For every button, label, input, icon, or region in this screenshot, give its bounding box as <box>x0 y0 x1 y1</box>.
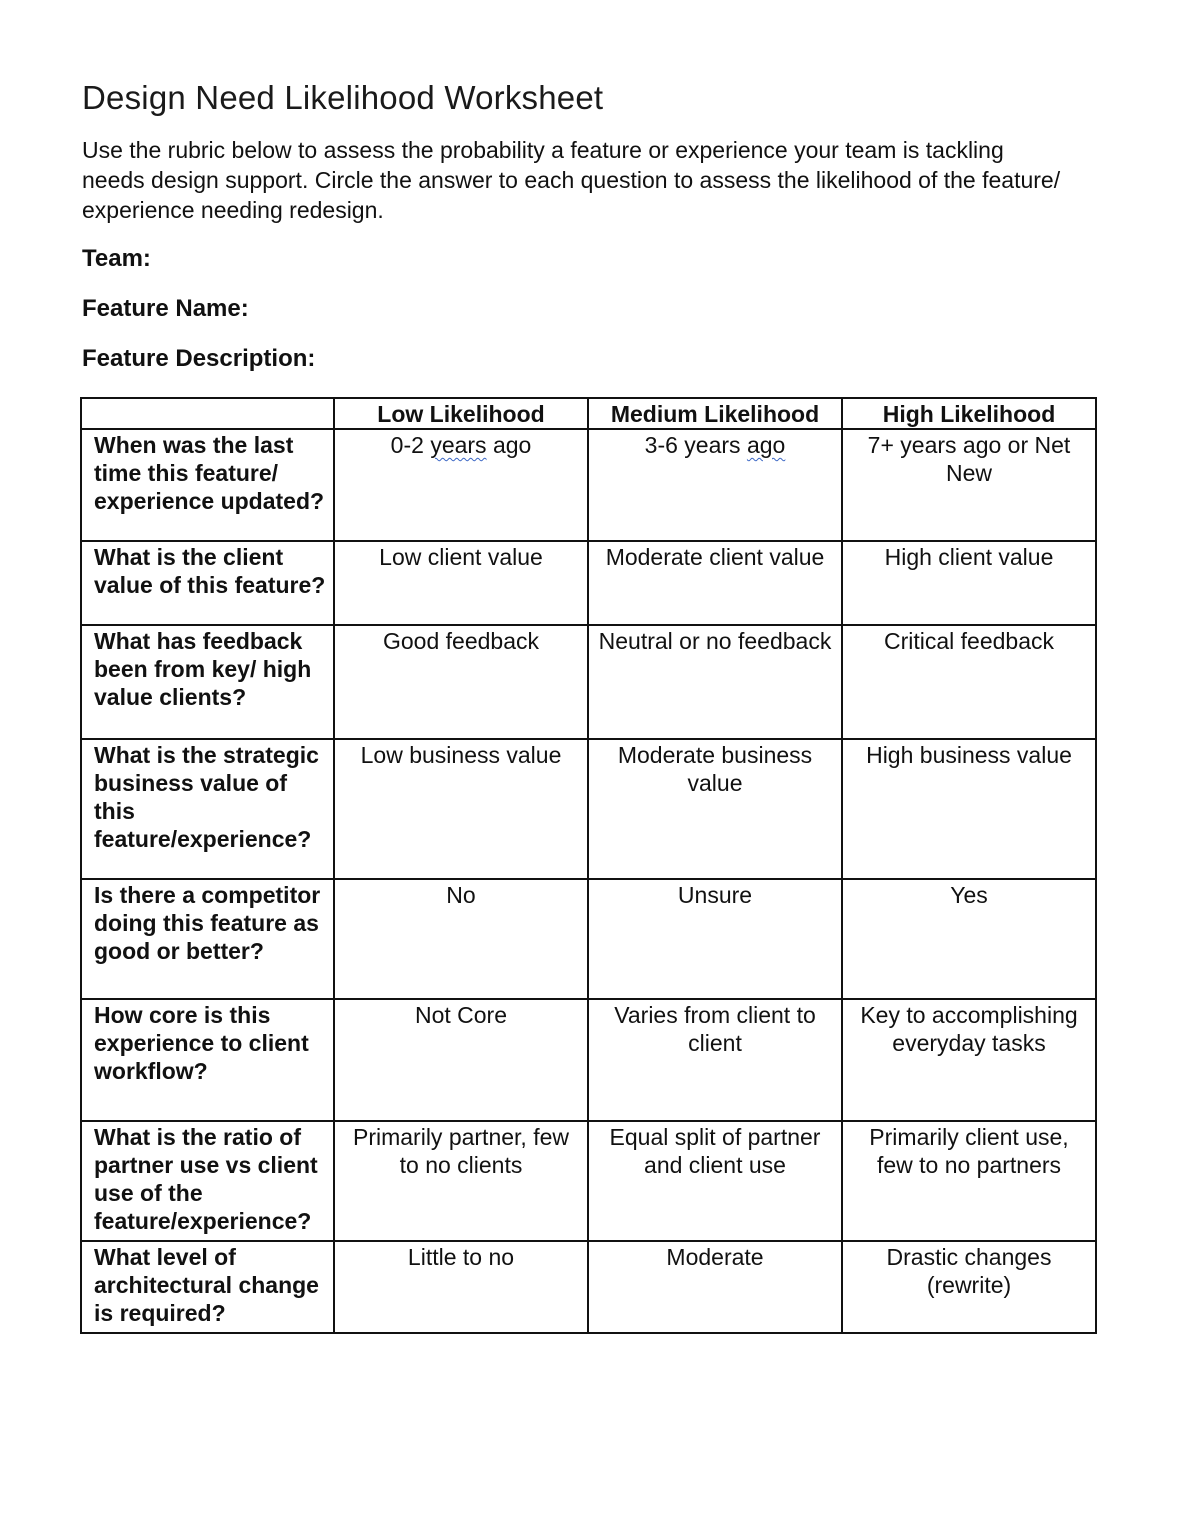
intro-paragraph: Use the rubric below to assess the probability a feature or experience your team is tackling needs design support. Circle the answer to each question to assess the likelihood of the feature/ experience needing redesign. <box>82 137 1061 223</box>
header-empty <box>81 398 334 429</box>
question-cell: When was the last time this feature/ experience updated? <box>81 429 334 541</box>
answer-low[interactable]: Not Core <box>334 999 588 1121</box>
spellcheck-word: ago <box>746 432 786 458</box>
question-cell: What level of architectural change is required? <box>81 1241 334 1333</box>
answer-medium-prefix: 3-6 years <box>644 432 747 458</box>
spellcheck-word: years <box>430 432 487 458</box>
question-cell: What is the client value of this feature? <box>81 541 334 625</box>
answer-low-suffix: ago <box>486 432 532 458</box>
question-cell: What is the strategic business value of this feature/experience? <box>81 739 334 879</box>
answer-high[interactable]: Yes <box>842 879 1096 999</box>
answer-medium[interactable]: Varies from client to client <box>588 999 842 1121</box>
answer-low[interactable]: Low client value <box>334 541 588 625</box>
answer-low-prefix: 0-2 <box>390 432 431 458</box>
answer-low[interactable]: Good feedback <box>334 625 588 739</box>
answer-high[interactable]: High client value <box>842 541 1096 625</box>
answer-medium[interactable]: Moderate <box>588 1241 842 1333</box>
header-medium: Medium Likelihood <box>588 398 842 429</box>
answer-low[interactable] <box>334 429 588 541</box>
question-cell: Is there a competitor doing this feature as good or better? <box>81 879 334 999</box>
page-title: Design Need Likelihood Worksheet <box>82 79 604 116</box>
feature-description-label: Feature Description: <box>82 345 316 372</box>
question-cell: What has feedback been from key/ high value clients? <box>81 625 334 739</box>
table-row <box>81 999 1096 1121</box>
answer-medium[interactable]: Moderate client value <box>588 541 842 625</box>
answer-high[interactable]: Key to accomplishing everyday tasks <box>842 999 1096 1121</box>
feature-name-label: Feature Name: <box>82 295 249 322</box>
answer-high[interactable]: 7+ years ago or Net New <box>842 429 1096 541</box>
answer-medium[interactable]: Moderate business value <box>588 739 842 879</box>
team-label: Team: <box>82 245 151 272</box>
likelihood-rubric-table <box>80 397 1097 1334</box>
answer-low[interactable]: Primarily partner, few to no clients <box>334 1121 588 1241</box>
answer-high[interactable]: Drastic changes (rewrite) <box>842 1241 1096 1333</box>
answer-low[interactable]: Low business value <box>334 739 588 879</box>
table-row <box>81 1241 1096 1333</box>
header-low: Low Likelihood <box>334 398 588 429</box>
table-row <box>81 879 1096 999</box>
answer-low[interactable]: No <box>334 879 588 999</box>
question-cell: How core is this experience to client workflow? <box>81 999 334 1121</box>
answer-high[interactable]: Critical feedback <box>842 625 1096 739</box>
table-row <box>81 1121 1096 1241</box>
table-row <box>81 429 1096 541</box>
answer-medium[interactable] <box>588 429 842 541</box>
question-cell: What is the ratio of partner use vs client use of the feature/experience? <box>81 1121 334 1241</box>
answer-low[interactable]: Little to no <box>334 1241 588 1333</box>
answer-high[interactable]: High business value <box>842 739 1096 879</box>
answer-medium[interactable]: Neutral or no feedback <box>588 625 842 739</box>
table-row <box>81 541 1096 625</box>
worksheet-page <box>82 78 1096 374</box>
table-row <box>81 625 1096 739</box>
answer-medium[interactable]: Equal split of partner and client use <box>588 1121 842 1241</box>
header-high: High Likelihood <box>842 398 1096 429</box>
answer-medium[interactable]: Unsure <box>588 879 842 999</box>
header-row <box>81 398 1096 429</box>
answer-high[interactable]: Primarily client use, few to no partners <box>842 1121 1096 1241</box>
table-row <box>81 739 1096 879</box>
